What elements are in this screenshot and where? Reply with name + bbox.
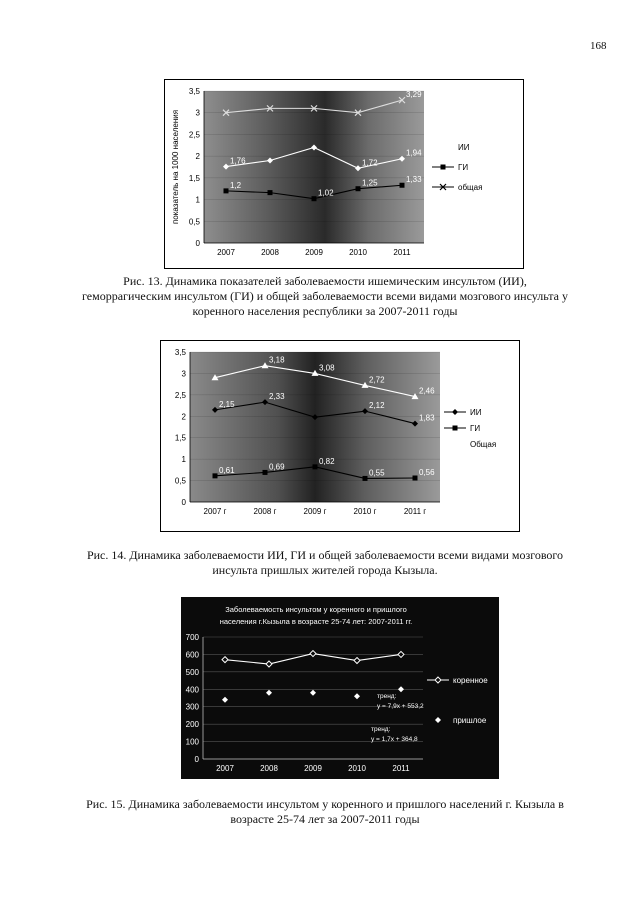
data-label: 0,69	[269, 462, 285, 472]
data-point-ГИ	[213, 473, 218, 478]
legend-label-ИИ: ИИ	[458, 143, 470, 152]
y-tick-label: 1,5	[188, 173, 200, 183]
legend-label-коренное: коренное	[453, 676, 488, 685]
data-point-ГИ	[313, 464, 318, 469]
legend-label-пришлое: пришлое	[453, 716, 487, 725]
y-tick-label: 3,5	[174, 348, 186, 357]
data-point-ГИ	[224, 188, 229, 193]
trend-annotation: y = 1,7x + 364,8	[371, 735, 418, 743]
legend-label-ГИ: ГИ	[458, 163, 469, 172]
x-tick-label: 2010	[348, 764, 366, 773]
data-point-ГИ	[263, 470, 268, 475]
y-tick-label: 100	[185, 737, 199, 747]
x-tick-label: 2011 г	[403, 507, 427, 516]
data-label: 2,46	[419, 386, 435, 396]
data-label: 1,72	[362, 158, 378, 168]
y-tick-label: 3	[181, 369, 186, 379]
y-tick-label: 2,5	[188, 130, 200, 140]
figure-15-title-line1: Заболеваемость инсультом у коренного и пришлого	[225, 605, 407, 614]
y-tick-label: 0	[194, 755, 199, 764]
data-label: 1,25	[362, 178, 378, 188]
y-tick-label: 0	[195, 239, 200, 248]
data-label: 1,2	[230, 180, 242, 190]
y-tick-label: 1	[181, 455, 186, 465]
y-tick-label: 1,5	[174, 433, 186, 443]
x-tick-label: 2008	[260, 764, 278, 773]
y-tick-label: 1	[195, 195, 200, 205]
data-label: 1,83	[419, 413, 435, 423]
y-tick-label: 0,5	[188, 217, 200, 227]
y-tick-label: 0	[181, 498, 186, 507]
y-tick-label: 3,5	[188, 87, 200, 96]
legend-label-ИИ: ИИ	[470, 408, 482, 417]
data-label: 2,12	[369, 401, 385, 411]
figure-14-caption: Рис. 14. Динамика заболеваемости ИИ, ГИ и общей заболеваемости всеми видами мозгового инсульта пришлых жителей города Кызыла.	[86, 548, 564, 577]
trend-annotation: y = 7,9x + 553,2	[377, 702, 424, 710]
figure-15-caption: Рис. 15. Динамика заболеваемости инсультом у коренного и пришлого населений г. Кызыла в возрасте 25-74 лет за 2007-2011 годы	[86, 797, 564, 826]
x-tick-label: 2011	[392, 764, 410, 773]
x-tick-label: 2010	[349, 248, 367, 257]
data-label: 0,56	[419, 468, 435, 477]
data-label: 3,18	[269, 355, 285, 365]
figure-13-ylabel: показатель на 1000 населения	[171, 109, 180, 225]
x-tick-label: 2007	[217, 248, 235, 257]
data-label: 0,82	[319, 456, 335, 466]
legend-label-ГИ: ГИ	[470, 424, 481, 433]
figure-13-plot-area	[204, 91, 424, 243]
data-label: 1,02	[318, 188, 334, 198]
data-label: 1,33	[406, 175, 422, 185]
legend-label-общая: общая	[458, 183, 483, 192]
x-tick-label: 2007	[216, 764, 234, 773]
x-tick-label: 2009	[305, 248, 323, 257]
y-tick-label: 2,5	[174, 390, 186, 400]
x-tick-label: 2008	[261, 248, 279, 257]
y-tick-label: 2	[181, 412, 186, 422]
legend-label-Общая: Общая	[470, 440, 497, 449]
x-tick-label: 2009 г	[303, 507, 327, 516]
data-point-ГИ	[312, 196, 317, 201]
page-number: 168	[590, 40, 607, 52]
x-tick-label: 2008 г	[253, 507, 277, 516]
y-tick-label: 700	[185, 633, 199, 642]
data-label: 2,33	[269, 392, 285, 402]
data-label: 0,61	[219, 465, 235, 475]
legend-marker-ГИ	[453, 426, 458, 431]
x-tick-label: 2007 г	[203, 507, 227, 516]
y-tick-label: 600	[185, 650, 199, 660]
data-point-ГИ	[363, 476, 368, 481]
figure-13-chart	[164, 79, 524, 269]
x-tick-label: 2011	[393, 248, 411, 257]
trend-annotation: тренд:	[377, 692, 397, 700]
data-point-ГИ	[413, 476, 418, 481]
data-point-ГИ	[268, 190, 273, 195]
trend-annotation: тренд:	[371, 725, 391, 733]
x-tick-label: 2009	[304, 764, 322, 773]
data-label: 1,94	[406, 148, 422, 158]
y-tick-label: 400	[185, 685, 199, 695]
data-label: 3,29	[406, 90, 422, 100]
figure-14-chart	[160, 340, 520, 532]
figure-13-caption: Рис. 13. Динамика показателей заболеваемости ишемическим инсультом (ИИ), геморрагическим инсультом (ГИ) и общей заболеваемости всеми видами мозгового инсульта у коренного населения республики за 2007-2011 годы	[82, 274, 568, 318]
y-tick-label: 2	[195, 152, 200, 162]
data-label: 2,15	[219, 399, 235, 409]
figure-15-title-line2: населения г.Кызыла в возрасте 25-74 лет: 2007-2011 гг.	[219, 617, 413, 626]
data-point-ГИ	[356, 186, 361, 191]
y-tick-label: 0,5	[174, 476, 186, 486]
y-tick-label: 3	[195, 108, 200, 118]
figure-15-chart	[181, 597, 499, 779]
data-label: 1,76	[230, 156, 246, 166]
y-tick-label: 300	[185, 702, 199, 712]
data-label: 3,08	[319, 363, 335, 373]
data-label: 0,55	[369, 468, 385, 478]
legend-marker-ГИ	[441, 165, 446, 170]
x-tick-label: 2010 г	[353, 507, 377, 516]
data-point-ГИ	[400, 183, 405, 188]
y-tick-label: 200	[185, 720, 199, 730]
y-tick-label: 500	[185, 667, 199, 677]
data-label: 2,72	[369, 375, 385, 385]
